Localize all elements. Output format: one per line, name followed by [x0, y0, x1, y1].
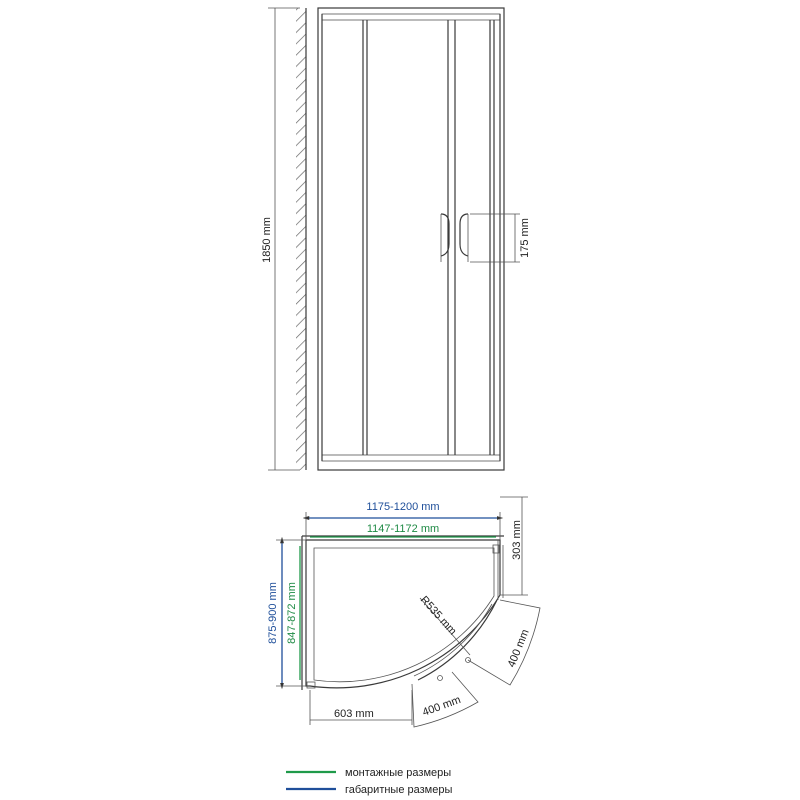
plan-view	[267, 497, 540, 727]
legend-install-label: монтажные размеры	[345, 767, 452, 779]
outer-depth-label: 875-900 mm	[267, 582, 279, 644]
plan-outline	[306, 540, 500, 688]
bottom-offset-dimension	[310, 690, 412, 725]
legend-overall-label: габаритные размеры	[345, 784, 453, 796]
radius-label: R535 mm	[417, 593, 459, 638]
inner-width-dimension	[310, 523, 496, 537]
bottom-offset-label: 603 mm	[334, 708, 374, 720]
door-bottom-label: 400 mm	[420, 693, 463, 719]
outer-width-label: 1175-1200 mm	[366, 501, 440, 513]
radius-dimension	[418, 594, 470, 655]
door-right-dimension	[468, 600, 540, 685]
height-dimension	[261, 8, 300, 470]
side-offset-dimension	[500, 497, 528, 595]
door-right-label: 400 mm	[505, 627, 532, 670]
inner-width-label: 1147-1172 mm	[366, 523, 440, 535]
cabin-frame	[318, 8, 504, 470]
front-view	[261, 8, 531, 470]
door-bottom-dimension	[412, 672, 478, 727]
inner-depth-dimension	[286, 546, 300, 680]
handle-label: 175 mm	[519, 218, 531, 258]
height-label: 1850 mm	[261, 217, 273, 263]
wall-hatch	[296, 8, 306, 470]
side-offset-label: 303 mm	[511, 520, 523, 560]
inner-depth-label: 847-872 mm	[286, 582, 298, 644]
legend	[286, 767, 452, 796]
